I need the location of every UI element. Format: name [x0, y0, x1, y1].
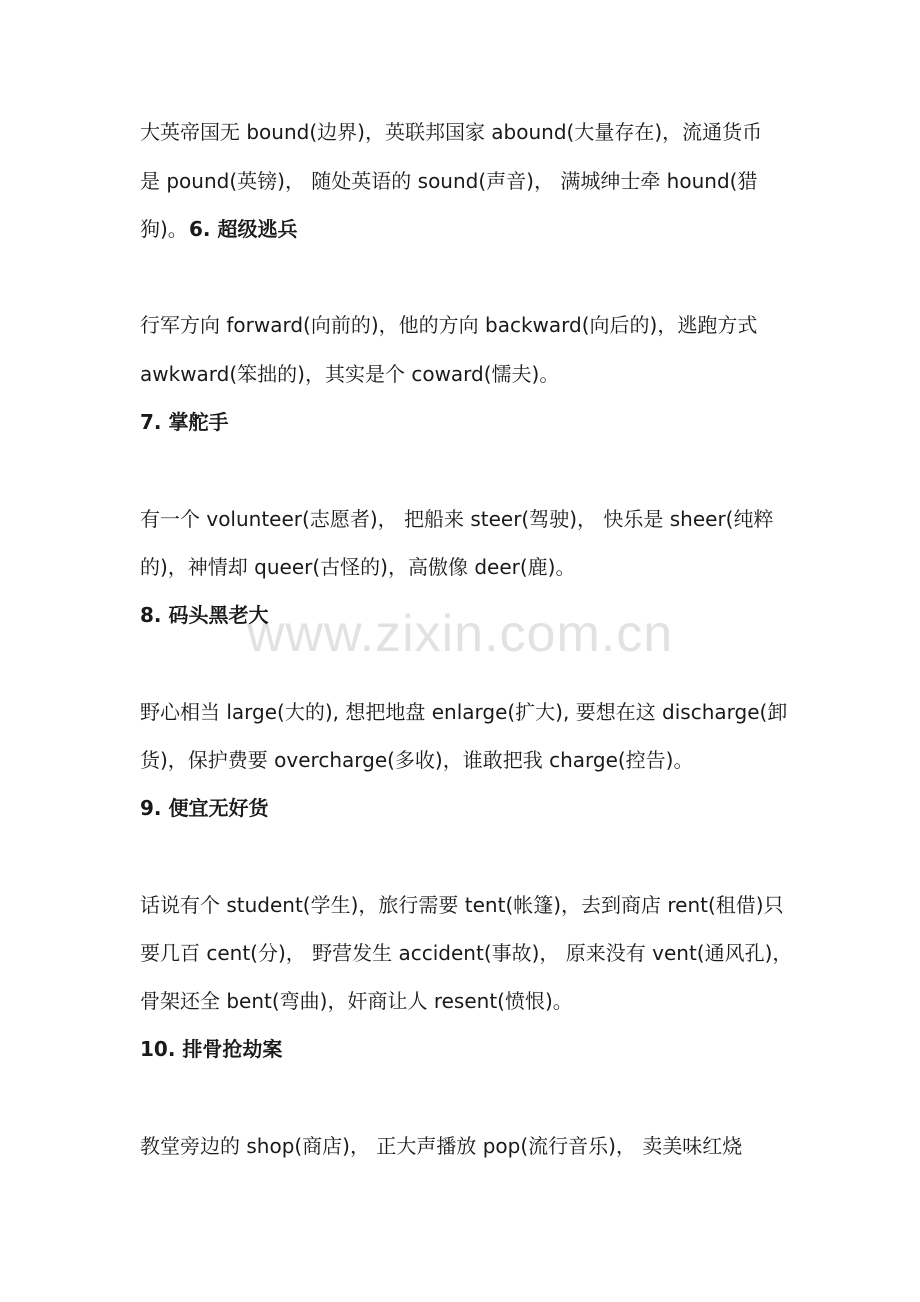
- paragraph-line: 话说有个 student(学生)，旅行需要 tent(帐篷)，去到商店 rent(租借)只: [140, 893, 784, 917]
- paragraph-line: 要几百 cent(分)， 野营发生 accident(事故)， 原来没有 vent(通风孔)，: [140, 941, 793, 965]
- paragraph-line: 狗)。: [140, 217, 188, 241]
- paragraph-line: 大英帝国无 bound(边界)，英联邦国家 abound(大量存在)，流通货币: [140, 120, 763, 144]
- paragraph-line: 是 pound(英镑)， 随处英语的 sound(声音)， 满城绅士牵 hound(猎: [140, 169, 758, 193]
- paragraph-line: awkward(笨拙的)，其实是个 coward(懦夫)。: [140, 362, 560, 386]
- paragraph-line: 野心相当 large(大的), 想把地盘 enlarge(扩大), 要想在这 discharge(卸: [140, 700, 788, 724]
- paragraph-line: 教堂旁边的 shop(商店)， 正大声播放 pop(流行音乐)， 卖美味红烧: [140, 1134, 743, 1158]
- section-heading: 10. 排骨抢劫案: [140, 1037, 283, 1061]
- paragraph-line: 骨架还全 bent(弯曲)，奸商让人 resent(愤恨)。: [140, 989, 573, 1013]
- watermark-text: www.zixin.com.cn: [246, 605, 674, 663]
- paragraph-line: 有一个 volunteer(志愿者)， 把船来 steer(驾驶)， 快乐是 sheer(纯粹: [140, 507, 774, 531]
- paragraph-line: 货)，保护费要 overcharge(多收)，谁敢把我 charge(控告)。: [140, 748, 694, 772]
- paragraph-line: 的)，神情却 queer(古怪的)，高傲像 deer(鹿)。: [140, 555, 576, 579]
- section-heading: 6. 超级逃兵: [189, 217, 298, 241]
- section-heading: 7. 掌舵手: [140, 410, 229, 434]
- section-heading: 9. 便宜无好货: [140, 796, 269, 820]
- paragraph-line: 行军方向 forward(向前的)，他的方向 backward(向后的)，逃跑方式: [140, 313, 758, 337]
- section-heading: 8. 码头黑老大: [140, 603, 269, 627]
